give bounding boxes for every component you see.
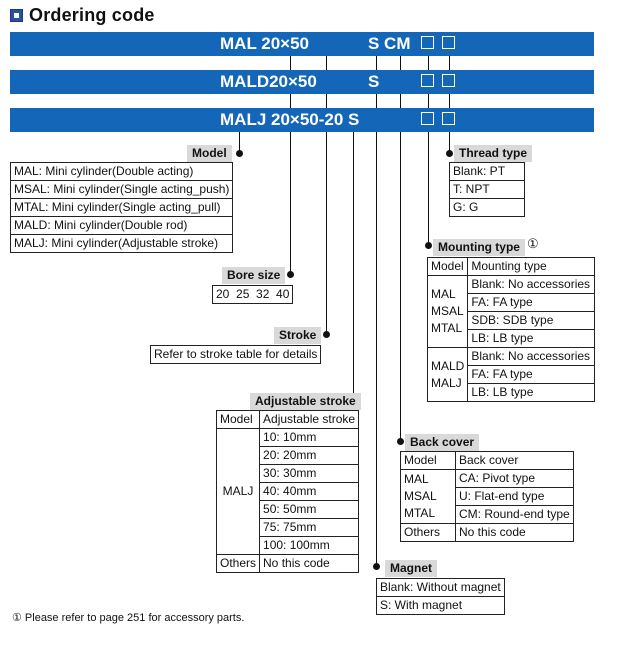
- model-name: MSAL: [404, 489, 437, 503]
- connector-line: [428, 94, 429, 108]
- connector-line: [326, 94, 327, 108]
- connector-dot: [287, 271, 294, 278]
- back-cover-option: U: Flat-end type: [456, 488, 574, 506]
- thread-item: G: G: [450, 199, 525, 217]
- connector-line: [290, 56, 291, 70]
- model-name: MTAL: [404, 506, 436, 520]
- code-bar-malj: [10, 108, 594, 132]
- stroke-label: Stroke: [274, 327, 321, 344]
- stroke-option: 20: 20mm: [260, 447, 359, 465]
- others-value-cell: No this code: [456, 524, 574, 542]
- others-value-cell: No this code: [260, 555, 359, 573]
- stroke-table: [150, 345, 321, 364]
- magnet-item: S: With magnet: [377, 597, 505, 615]
- connector-line: [428, 56, 429, 70]
- mounting-option: SDB: SDB type: [468, 312, 595, 330]
- connector-dot: [323, 331, 330, 338]
- table-header: Model: [217, 411, 260, 429]
- connector-line: [400, 132, 401, 440]
- model-group-cell: [428, 348, 468, 402]
- stroke-option: 50: 50mm: [260, 501, 359, 519]
- bore-size-table: [212, 285, 293, 304]
- footnote: ① Please refer to page 251 for accessory parts.: [12, 612, 245, 624]
- magnet-item: Blank: Without magnet: [377, 579, 505, 597]
- mounting-option: Blank: No accessories: [468, 276, 595, 294]
- model-name: MAL: [404, 472, 429, 486]
- model-name: MTAL: [431, 321, 463, 335]
- table-header: Model: [428, 258, 468, 276]
- mounting-option: LB: LB type: [468, 330, 595, 348]
- model-table: [10, 162, 233, 253]
- reference-mark: ①: [527, 236, 539, 251]
- model-group-cell: [428, 276, 468, 348]
- connector-line: [400, 94, 401, 108]
- model-label: Model: [187, 145, 232, 162]
- connector-line: [290, 94, 291, 108]
- connector-dot: [446, 150, 453, 157]
- connector-line: [376, 56, 377, 70]
- connector-line: [428, 132, 429, 245]
- table-header: Mounting type: [468, 258, 595, 276]
- adjustable-stroke-table: [216, 410, 359, 573]
- bore-size-label: Bore size: [222, 267, 285, 284]
- model-name: MALD: [431, 358, 465, 373]
- stroke-option: 10: 10mm: [260, 429, 359, 447]
- table-header: Adjustable stroke: [260, 411, 359, 429]
- stroke-option: 100: 100mm: [260, 537, 359, 555]
- mounting-type-table: [427, 257, 595, 402]
- model-name: MAL: [431, 287, 456, 301]
- magnet-label: Magnet: [385, 560, 437, 577]
- mounting-option: Blank: No accessories: [468, 348, 595, 366]
- table-header: Model: [401, 452, 456, 470]
- model-cell: MALJ: [217, 429, 260, 555]
- model-item: MALJ: Mini cylinder(Adjustable stroke): [11, 235, 233, 253]
- model-name: MSAL: [431, 304, 464, 318]
- code-placeholder-box: [421, 74, 434, 87]
- model-item: MSAL: Mini cylinder(Single acting_push): [11, 181, 233, 199]
- square-bullet-icon: [10, 9, 23, 22]
- back-cover-label: Back cover: [405, 434, 479, 451]
- connector-dot: [373, 563, 380, 570]
- mounting-option: LB: LB type: [468, 384, 595, 402]
- code-bar-mald: [10, 70, 594, 94]
- code-text: MALD20×50: [220, 72, 317, 91]
- model-item: MAL: Mini cylinder(Double acting): [11, 163, 233, 181]
- connector-dot: [425, 242, 432, 249]
- thread-type-table: [449, 162, 525, 217]
- thread-item: Blank: PT: [450, 163, 525, 181]
- code-placeholder-box: [442, 36, 455, 49]
- bore-size-values: 20 25 32 40: [213, 286, 293, 304]
- connector-line: [326, 132, 327, 334]
- magnet-table: [376, 578, 505, 615]
- stroke-value: Refer to stroke table for details: [151, 346, 321, 364]
- model-item: MALD: Mini cylinder(Double rod): [11, 217, 233, 235]
- model-item: MTAL: Mini cylinder(Single acting_pull): [11, 199, 233, 217]
- code-placeholder-box: [421, 36, 434, 49]
- connector-line: [400, 56, 401, 70]
- code-text: MAL 20×50: [220, 34, 309, 53]
- connector-dot: [397, 438, 404, 445]
- code-placeholder-box: [442, 74, 455, 87]
- thread-item: T: NPT: [450, 181, 525, 199]
- others-model-cell: Others: [401, 524, 456, 542]
- code-suffix: S CM: [368, 34, 411, 53]
- model-name: MALJ: [431, 375, 462, 390]
- code-bar-mal: [10, 32, 594, 56]
- stroke-option: 75: 75mm: [260, 519, 359, 537]
- connector-line: [376, 132, 377, 566]
- mounting-option: FA: FA type: [468, 366, 595, 384]
- connector-line: [353, 132, 354, 399]
- back-cover-option: CM: Round-end type: [456, 506, 574, 524]
- title-block: [10, 5, 155, 25]
- connector-line: [326, 56, 327, 70]
- code-placeholder-box: [442, 112, 455, 125]
- mounting-type-label: Mounting type: [433, 239, 525, 256]
- back-cover-option: CA: Pivot type: [456, 470, 574, 488]
- mounting-option: FA: FA type: [468, 294, 595, 312]
- connector-line: [449, 56, 450, 70]
- code-placeholder-box: [421, 112, 434, 125]
- code-text: MALJ 20×50-20 S: [220, 110, 360, 129]
- connector-line: [449, 94, 450, 108]
- connector-dot: [236, 150, 243, 157]
- code-suffix: S: [368, 72, 380, 91]
- others-model-cell: Others: [217, 555, 260, 573]
- thread-type-label: Thread type: [454, 145, 532, 162]
- page-title: Ordering code: [29, 4, 155, 25]
- connector-line: [290, 132, 291, 274]
- table-header: Back cover: [456, 452, 574, 470]
- stroke-option: 30: 30mm: [260, 465, 359, 483]
- stroke-option: 40: 40mm: [260, 483, 359, 501]
- adjustable-stroke-label: Adjustable stroke: [250, 393, 361, 410]
- back-cover-table: [400, 451, 574, 542]
- connector-line: [376, 94, 377, 108]
- model-group-cell: [401, 470, 456, 524]
